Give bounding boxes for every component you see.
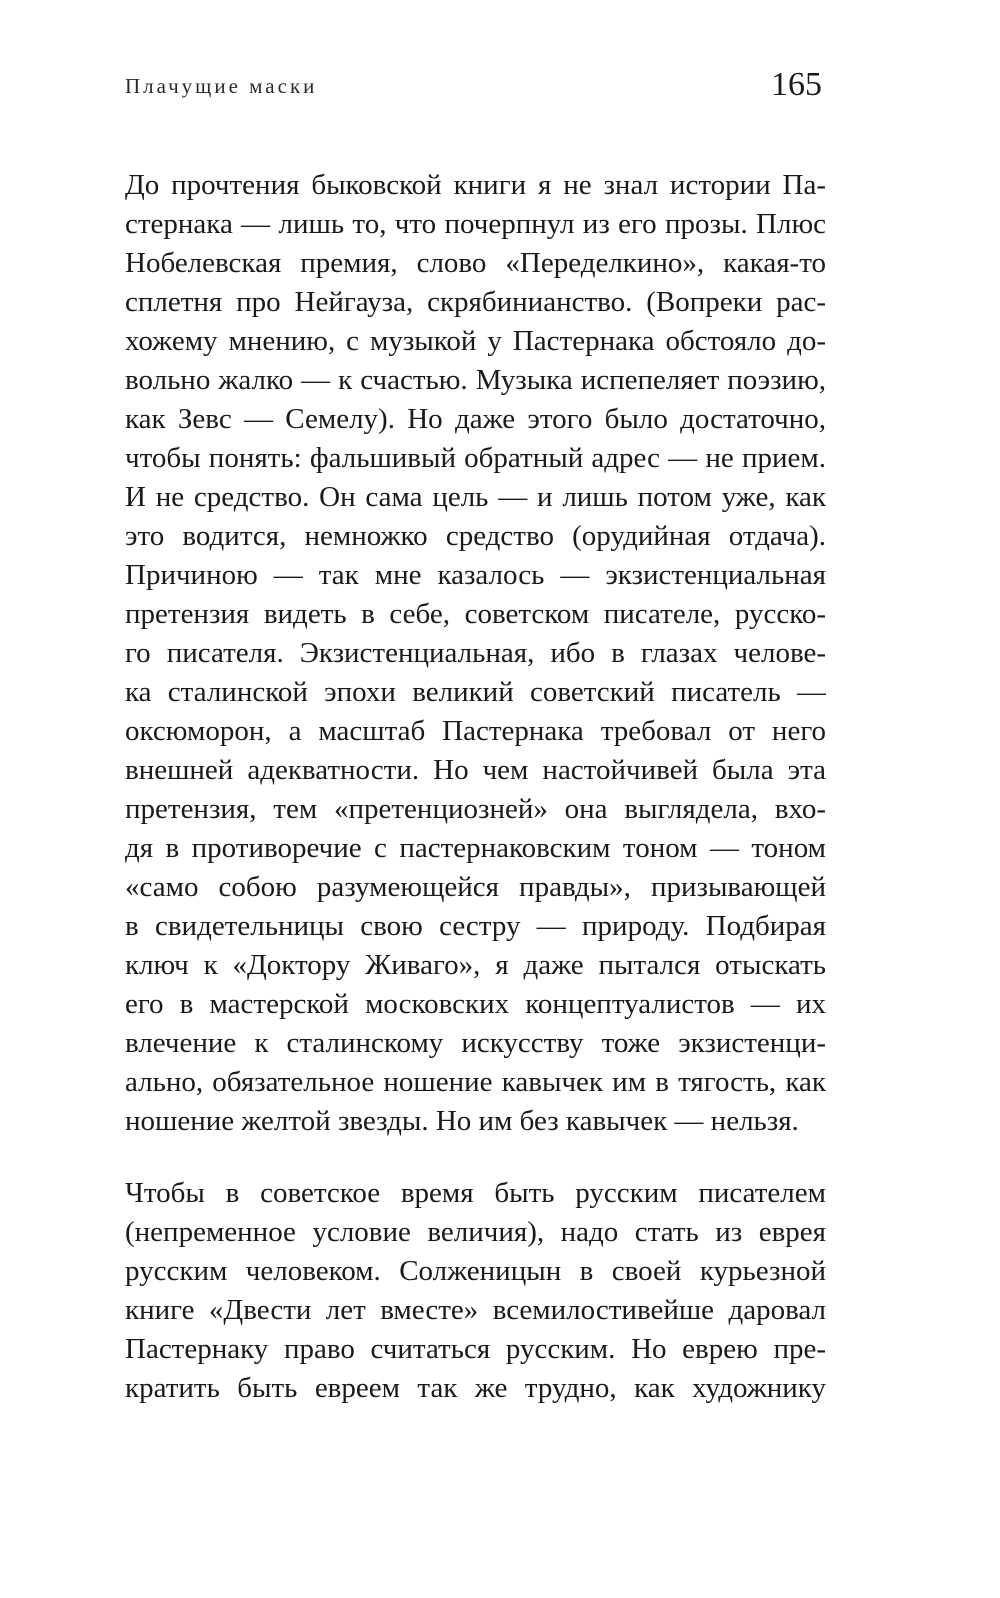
text-line: это водится, немножко средство (орудийная отдача). [125,520,826,552]
text-line: оксюморон, а масштаб Пастернака требовал от него [125,715,826,747]
text-line: ключ к «Доктору Живаго», я даже пытался отыскать [125,949,826,981]
text-line: ка сталинской эпохи великий советский писатель — [125,676,826,708]
text-line: Нобелевская премия, слово «Переделкино», какая-то [125,247,826,279]
text-line: русским человеком. Солженицын в своей курьезной [125,1255,826,1287]
text-line: книге «Двести лет вместе» всемилостивейше даровал [125,1294,826,1326]
page-number: 165 [771,66,822,103]
text-line: стернака — лишь то, что почерпнул из его прозы. Плюс [125,208,826,240]
text-line: Причиною — так мне казалось — экзистенциальная [125,559,826,591]
text-line: его в мастерской московских концептуалистов — их [125,988,826,1020]
text-line: как Зевс — Семелу). Но даже этого было достаточно, [125,403,826,435]
text-line: Чтобы в советское время быть русским писателем [125,1177,826,1209]
text-line: кратить быть евреем так же трудно, как художнику [125,1372,826,1404]
text-line: в свидетельницы свою сестру — природу. Подбирая [125,910,826,942]
text-line: дя в противоречие с пастернаковским тоном — тоном [125,832,826,864]
text-line: вольно жалко — к счастью. Музыка испепеляет поэзию, [125,364,826,396]
text-line: ально, обязательное ношение кавычек им в тягость, как [125,1066,826,1098]
text-line: сплетня про Нейгауза, скрябинианство. (Вопреки рас- [125,286,826,318]
paragraph-2 [125,1174,826,1408]
text-line: И не средство. Он сама цель — и лишь потом уже, как [125,481,826,513]
text-line: (непременное условие величия), надо стать из еврея [125,1216,826,1248]
text-line: Пастернаку право считаться русским. Но еврею пре- [125,1333,826,1365]
text-line: хожему мнению, с музыкой у Пастернака обстояло до- [125,325,826,357]
text-line: влечение к сталинскому искусству тоже экзистенци- [125,1027,826,1059]
text-line: чтобы понять: фальшивый обратный адрес — не прием. [125,442,826,474]
text-line: претензия видеть в себе, советском писателе, русско- [125,598,826,630]
text-line: претензия, тем «претенциозней» она выглядела, вхо- [125,793,826,825]
text-line: ношение желтой звезды. Но им без кавычек — нельзя. [125,1105,799,1137]
running-title: Плачущие маски [125,74,318,98]
text-line: го писателя. Экзистенциальная, ибо в глазах челове- [125,637,826,669]
text-line: внешней адекватности. Но чем настойчивей была эта [125,754,826,786]
paragraph-1 [125,166,826,1141]
text-line: «само собою разумеющейся правды», призывающей [125,871,826,903]
text-line: До прочтения быковской книги я не знал истории Па- [125,169,826,201]
